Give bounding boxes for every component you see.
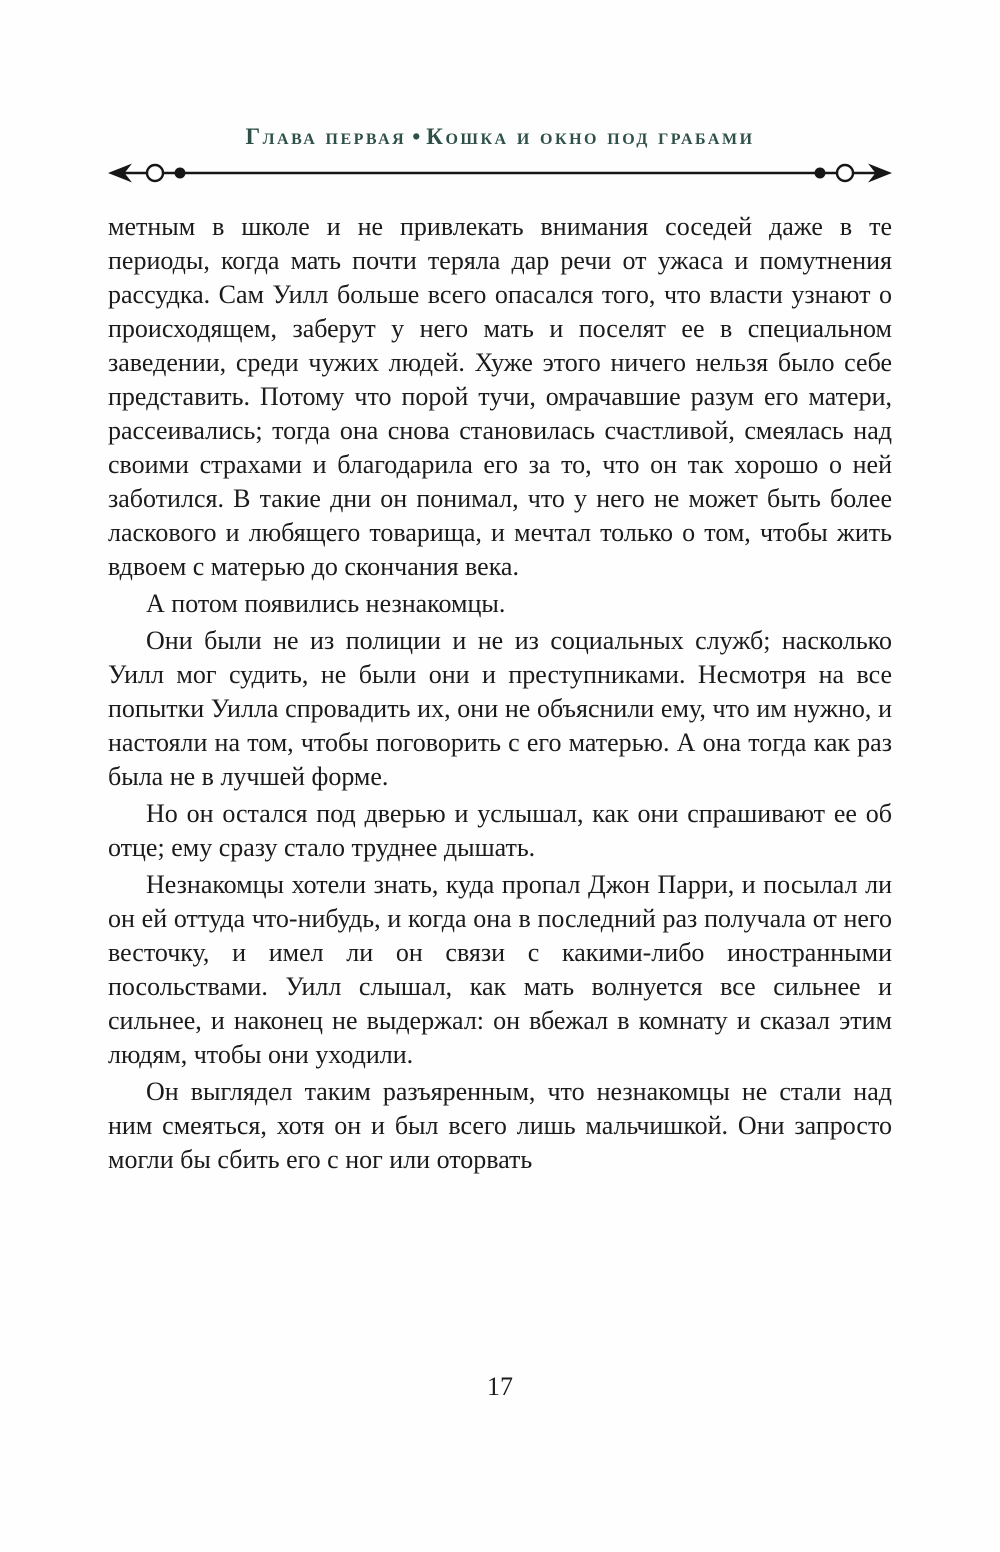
section-divider [108, 160, 892, 186]
paragraph: Они были не из полиции и не из социальных служб; насколько Уилл мог судить, не были они и преступниками. Несмотря на все попытки Уилла спровадить их, они не объяснили ему, что им нужно, и настояли на том, чтобы поговорить с его матерью. А она тогда как раз была не в лучшей форме. [108, 626, 892, 791]
page-number: 17 [487, 1372, 513, 1401]
right-dot-icon [815, 168, 826, 179]
left-dot-icon [175, 168, 186, 179]
right-ring-icon [837, 165, 853, 181]
chapter-title: Глава первая [245, 124, 407, 149]
left-ring-icon [147, 165, 163, 181]
paragraph: А потом появились незнакомцы. [146, 589, 506, 618]
bullet-separator: • [412, 124, 421, 149]
section-title: Кошка и окно под грабами [426, 124, 755, 149]
paragraph: метным в школе и не привлекать внимания соседей даже в те периоды, когда мать почти теряла дар речи от ужаса и помутнения рассудка. Сам Уилл больше всего опасался того, что власти узнают о происходящем, заберут у него мать и поселят ее в специальном заведении, среди чужих людей. Хуже этого ничего нельзя было себе представить. Потому что порой тучи, омрачавшие разум его матери, рассеивались; тогда она снова становилась счастливой, смеялась над своими страхами и благодарила его за то, что он так хорошо о ней заботился. В такие дни он понимал, что у него не может быть более ласкового и любящего товарища, и мечтал только о том, чтобы жить вдвоем с матерью до скончания века. [108, 212, 892, 581]
body-text [108, 210, 892, 1177]
paragraph: Но он остался под дверью и услышал, как они спрашивают ее об отце; ему сразу стало труднее дышать. [108, 799, 892, 862]
paragraph: Незнакомцы хотели знать, куда пропал Джон Парри, и посылал ли он ей оттуда что-нибудь, и когда она в последний раз получала от него весточку, и имел ли он связи с какими-либо иностранными посольствами. Уилл слышал, как мать волнуется все сильнее и сильнее, и наконец не выдержал: он вбежал в комнату и сказал этим людям, чтобы они уходили. [108, 870, 892, 1069]
running-header [108, 124, 892, 150]
paragraph: Он выглядел таким разъяренным, что незнакомцы не стали над ним смеяться, хотя он и был всего лишь мальчишкой. Они запросто могли бы сбить его с ног или оторвать [108, 1077, 892, 1174]
